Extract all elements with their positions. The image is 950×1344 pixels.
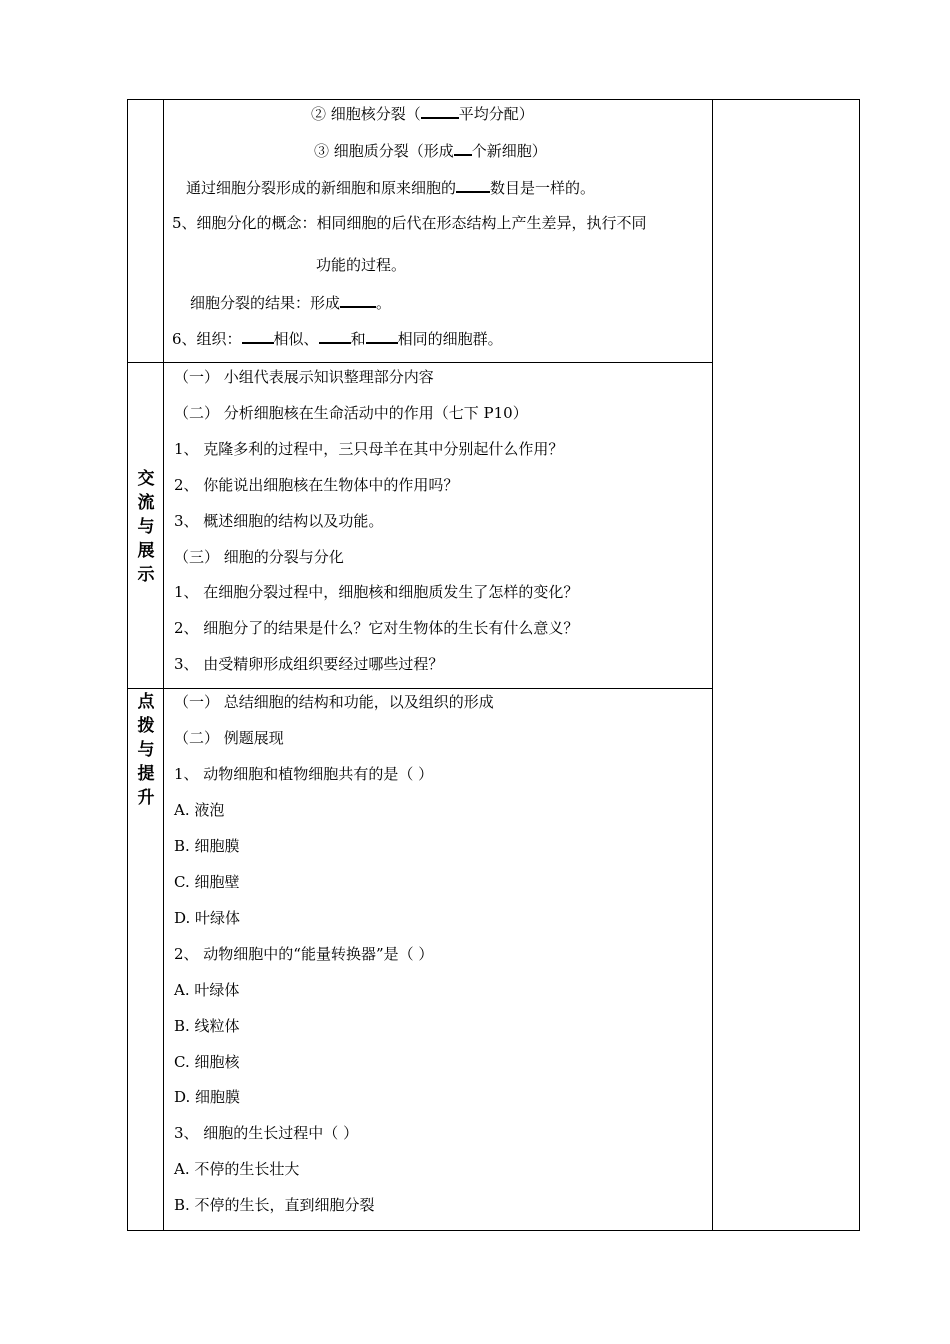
row-divider-2 bbox=[127, 688, 713, 689]
table-border-top bbox=[127, 99, 860, 100]
fill-blank bbox=[319, 328, 351, 344]
sec1-line-nucleus-division: ② 细胞核分裂（ 平均分配） bbox=[311, 105, 534, 123]
sec3-line: A. 不停的生长壮大 bbox=[174, 1160, 300, 1178]
sec3-line: 3、 细胞的生长过程中（ ） bbox=[174, 1124, 359, 1142]
sec3-line: A. 叶绿体 bbox=[174, 981, 240, 999]
sec3-line: C. 细胞核 bbox=[174, 1053, 240, 1071]
fill-blank bbox=[340, 292, 376, 308]
sec1-line-cytoplasm-division: ③ 细胞质分裂（形成 个新细胞） bbox=[314, 142, 547, 160]
table-border-left bbox=[127, 99, 128, 1231]
sec3-line: B. 不停的生长，直到细胞分裂 bbox=[174, 1196, 375, 1214]
sec1-line-chromosome: 通过细胞分裂形成的新细胞和原来细胞的 数目是一样的。 bbox=[186, 179, 596, 197]
sec1-line-tissue: 6、组织： 相似、 和 相同的细胞群。 bbox=[172, 330, 503, 348]
sec3-line: B. 线粒体 bbox=[174, 1017, 240, 1035]
sec3-line: D. 细胞膜 bbox=[174, 1088, 241, 1106]
table-border-col2 bbox=[712, 99, 713, 1231]
sec1-line-differentiation: 5、细胞分化的概念：相同细胞的后代在形态结构上产生差异，执行不同 bbox=[172, 214, 647, 232]
sec2-line: （一） 小组代表展示知识整理部分内容 bbox=[174, 368, 434, 386]
sec3-line: D. 叶绿体 bbox=[174, 909, 241, 927]
table-border-right bbox=[859, 99, 860, 1231]
row-divider-1 bbox=[127, 362, 713, 363]
sec2-line: （二） 分析细胞核在生命活动中的作用（七下 P10） bbox=[174, 404, 528, 422]
sec3-line: A. 液泡 bbox=[174, 801, 225, 819]
sec1-line-differentiation-cont: 功能的过程。 bbox=[316, 256, 407, 274]
sec1-line-result: 细胞分裂的结果：形成 。 bbox=[190, 294, 392, 312]
sec3-line: 2、 动物细胞中的“能量转换器”是（ ） bbox=[174, 945, 434, 963]
sec2-line: （三） 细胞的分裂与分化 bbox=[174, 548, 344, 566]
fill-blank bbox=[366, 328, 398, 344]
fill-blank bbox=[421, 103, 459, 119]
sec2-line: 2、 细胞分了的结果是什么？它对生物体的生长有什么意义？ bbox=[174, 619, 579, 637]
fill-blank bbox=[454, 140, 472, 156]
sec3-line: C. 细胞壁 bbox=[174, 873, 240, 891]
sec2-line: 1、 克隆多利的过程中，三只母羊在其中分别起什么作用？ bbox=[174, 440, 564, 458]
label-exchange-display: 交 流 与 展 示 bbox=[137, 469, 155, 585]
table-border-col1 bbox=[163, 99, 164, 1231]
sec3-line: （二） 例题展现 bbox=[174, 729, 284, 747]
fill-blank bbox=[456, 177, 490, 193]
label-guidance-improve: 点 拨 与 提 升 bbox=[137, 692, 155, 808]
sec2-line: 3、 由受精卵形成组织要经过哪些过程？ bbox=[174, 655, 444, 673]
fill-blank bbox=[242, 328, 274, 344]
table-border-bottom bbox=[127, 1230, 860, 1231]
sec2-line: 3、 概述细胞的结构以及功能。 bbox=[174, 512, 384, 530]
sec3-line: （一） 总结细胞的结构和功能，以及组织的形成 bbox=[174, 693, 494, 711]
sec2-line: 1、 在细胞分裂过程中，细胞核和细胞质发生了怎样的变化？ bbox=[174, 583, 579, 601]
sec3-line: B. 细胞膜 bbox=[174, 837, 240, 855]
sec3-line: 1、 动物细胞和植物细胞共有的是（ ） bbox=[174, 765, 434, 783]
sec2-line: 2、 你能说出细胞核在生物体中的作用吗？ bbox=[174, 476, 459, 494]
